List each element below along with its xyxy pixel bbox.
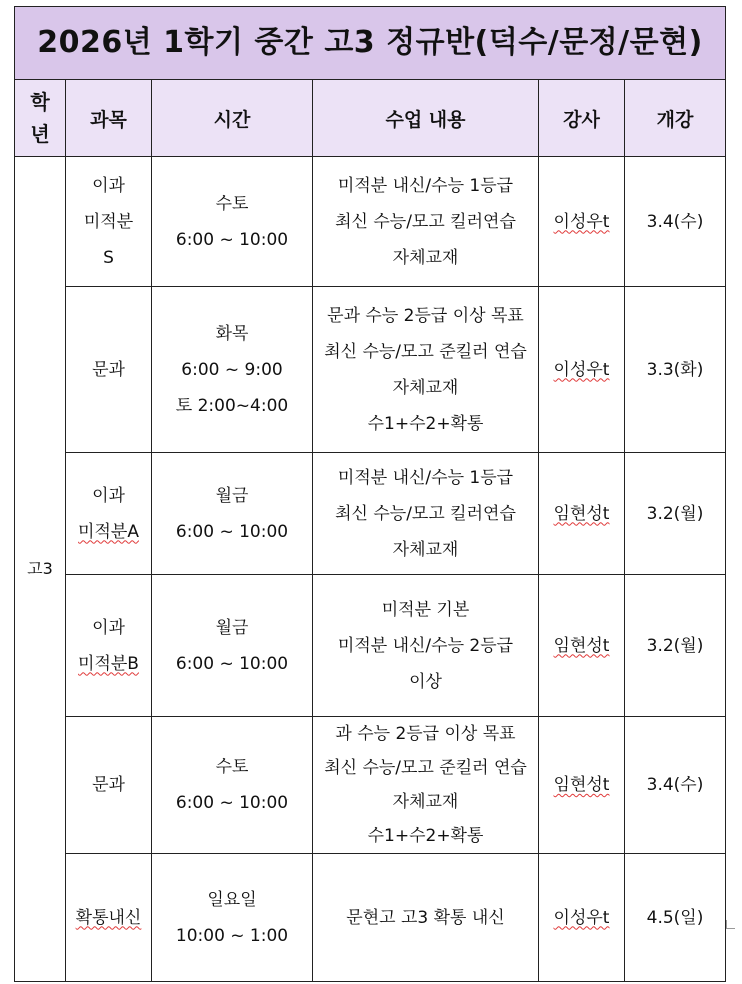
- class-schedule-table: [14, 6, 726, 982]
- time-line: 6:00 ~ 10:00: [175, 653, 289, 674]
- teacher-name: 이성우t: [553, 359, 610, 380]
- time-cell: [152, 575, 313, 717]
- start-date-cell: 3.2(월): [625, 453, 726, 575]
- content-line: 미적분 내신/수능 1등급: [337, 175, 514, 196]
- subject-cell: [66, 287, 152, 453]
- content-line: 자체교재: [392, 377, 459, 398]
- subject-line: 미적분B: [78, 653, 139, 674]
- time-cell: [152, 157, 313, 287]
- teacher-cell: [539, 453, 625, 575]
- start-date-cell: 4.5(일): [625, 854, 726, 982]
- content-line: 미적분 기본: [381, 599, 470, 620]
- time-line: 일요일: [207, 889, 257, 910]
- teacher-name: 임현성t: [553, 635, 610, 656]
- teacher-cell: [539, 575, 625, 717]
- content-line: 문현고 고3 확통 내신: [346, 907, 505, 928]
- content-cell: [313, 575, 539, 717]
- subject-line: S: [103, 247, 114, 268]
- content-line: 과 수능 2등급 이상 목표: [335, 724, 516, 744]
- time-line: 토 2:00~4:00: [175, 395, 289, 416]
- header-time: 시간: [152, 80, 313, 157]
- subject-line: 문과: [92, 359, 125, 380]
- teacher-cell: [539, 717, 625, 854]
- content-line: 최신 수능/모고 준킬러 연습: [324, 341, 527, 362]
- subject-cell: [66, 157, 152, 287]
- subject-line: 미적분A: [78, 521, 139, 542]
- teacher-cell: [539, 157, 625, 287]
- subject-line: 이과: [92, 485, 125, 506]
- time-line: 수토: [215, 193, 249, 214]
- page-corner-mark: [726, 920, 735, 929]
- table-row: [15, 453, 726, 575]
- time-cell: [152, 854, 313, 982]
- content-line: 이상: [409, 671, 442, 692]
- teacher-cell: [539, 287, 625, 453]
- content-line: 미적분 내신/수능 2등급: [337, 635, 514, 656]
- table-row: [15, 157, 726, 287]
- content-line: 수1+수2+확통: [367, 826, 484, 846]
- start-date-cell: 3.2(월): [625, 575, 726, 717]
- content-line: 최신 수능/모고 킬러연습: [335, 503, 516, 524]
- grade-cell: 고3: [15, 157, 66, 982]
- content-line: 문과 수능 2등급 이상 목표: [327, 305, 524, 326]
- content-line: 자체교재: [392, 247, 459, 268]
- time-line: 10:00 ~ 1:00: [175, 925, 289, 946]
- start-date-cell: 3.4(수): [625, 157, 726, 287]
- subject-cell: [66, 854, 152, 982]
- header-grade-line1: 학: [30, 90, 50, 114]
- content-line: 미적분 내신/수능 1등급: [337, 467, 514, 488]
- subject-line: 확통내신: [75, 907, 142, 928]
- time-line: 월금: [215, 617, 249, 638]
- subject-cell: [66, 575, 152, 717]
- header-grade: [15, 80, 66, 157]
- teacher-name: 이성우t: [553, 211, 610, 232]
- header-start: 개강: [625, 80, 726, 157]
- content-line: 최신 수능/모고 킬러연습: [335, 211, 516, 232]
- time-cell: [152, 287, 313, 453]
- table-row: [15, 717, 726, 854]
- header-subject: 과목: [66, 80, 152, 157]
- start-date-cell: 3.4(수): [625, 717, 726, 854]
- subject-cell: [66, 717, 152, 854]
- content-cell: [313, 717, 539, 854]
- time-cell: [152, 717, 313, 854]
- time-line: 6:00 ~ 10:00: [175, 229, 289, 250]
- time-line: 화목: [215, 323, 249, 344]
- time-cell: [152, 453, 313, 575]
- table-row: [15, 287, 726, 453]
- content-cell: [313, 453, 539, 575]
- teacher-cell: [539, 854, 625, 982]
- content-line: 수1+수2+확통: [367, 413, 484, 434]
- subject-line: 이과: [92, 617, 125, 638]
- subject-line: 이과: [92, 175, 125, 196]
- content-cell: [313, 157, 539, 287]
- time-line: 수토: [215, 757, 249, 777]
- page-title: 2026년 1학기 중간 고3 정규반(덕수/문정/문현): [15, 7, 726, 80]
- time-line: 6:00 ~ 9:00: [181, 359, 283, 380]
- teacher-name: 임현성t: [553, 775, 610, 795]
- content-line: 자체교재: [392, 539, 459, 560]
- header-content: 수업 내용: [313, 80, 539, 157]
- start-date-cell: 3.3(화): [625, 287, 726, 453]
- subject-cell: [66, 453, 152, 575]
- content-line: 자체교재: [392, 792, 459, 812]
- teacher-name: 이성우t: [553, 907, 610, 928]
- subject-line: 미적분: [83, 211, 134, 232]
- time-line: 월금: [215, 485, 249, 506]
- content-line: 최신 수능/모고 준킬러 연습: [324, 758, 527, 778]
- schedule-sheet: [14, 6, 725, 982]
- teacher-name: 임현성t: [553, 503, 610, 524]
- header-row: [15, 80, 726, 157]
- time-line: 6:00 ~ 10:00: [175, 521, 289, 542]
- header-grade-line2: 년: [30, 122, 50, 146]
- table-row: [15, 854, 726, 982]
- content-cell: [313, 287, 539, 453]
- content-cell: [313, 854, 539, 982]
- subject-line: 문과: [92, 775, 125, 795]
- table-row: [15, 575, 726, 717]
- time-line: 6:00 ~ 10:00: [175, 793, 289, 813]
- header-teacher: 강사: [539, 80, 625, 157]
